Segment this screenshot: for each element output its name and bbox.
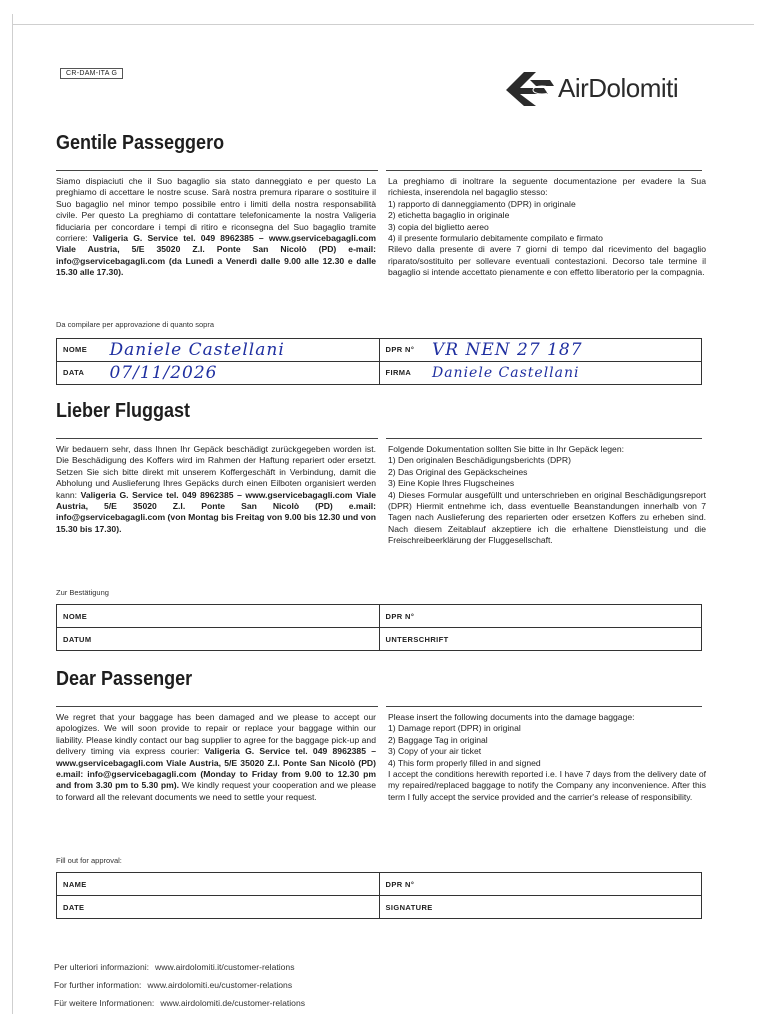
footer-info-italian xyxy=(54,962,295,972)
italian-intro xyxy=(56,176,376,279)
italian-rule-right xyxy=(386,170,702,171)
italian-doc-line: 4) il presente formulario debitamente compilato e firmato xyxy=(388,233,603,244)
italian-heading: Gentile Passeggero xyxy=(56,132,225,154)
dpr-label: DPR N° xyxy=(385,611,415,621)
italian-doc-line: 3) copia del biglietto aereo xyxy=(388,221,489,232)
english-doc-line: 2) Baggage Tag in original xyxy=(388,734,488,745)
german-rule-right xyxy=(386,438,702,439)
english-rule-left xyxy=(56,706,378,707)
english-dpr-cell[interactable] xyxy=(379,873,702,896)
english-doc-line: I accept the conditions herewith reported i.e. I have 7 days from the delivery date of my repaired/replaced baggage to notify the Company any inconvenience. After this term I fully accept the service provided and the carrier's release of responsibility. xyxy=(388,769,706,802)
english-documents xyxy=(388,712,706,803)
english-doc-line: Please insert the following documents into the damage baggage: xyxy=(388,712,635,722)
signature-label: FIRMA xyxy=(385,367,412,377)
footer-link[interactable]: www.airdolomiti.it/customer-relations xyxy=(155,962,295,972)
logo-text: AirDolomiti xyxy=(558,72,679,103)
italian-doc-line: La preghiamo di inoltrare la seguente documentazione per evadere la Sua richiesta, inserendola nel bagaglio stesso: xyxy=(388,176,706,198)
english-approval-note: Fill out for approval: xyxy=(56,856,122,865)
italian-form xyxy=(56,338,702,385)
handwritten-name: Daniele Castellani xyxy=(109,340,285,360)
german-form xyxy=(56,604,702,651)
italian-intro-text: Siamo dispiaciuti che il Suo bagaglio sia stato danneggiato e per questo La preghiamo di accettare le nostre scuse. Sarà nostra premura riparare o sostituire il Suo bagaglio nel minor tempo possibile entro i limiti della nostra responsabilità civile. Per questo La preghiamo di contattare telefonicamente la nostra Valigeria fiduciaria per concordare i tempi di ritiro e riconsegna del Suo bagaglio tramite corriere: xyxy=(56,176,376,244)
italian-name-cell[interactable] xyxy=(57,339,380,362)
handwritten-date: 07/11/2026 xyxy=(109,363,218,383)
date-label: DATUM xyxy=(63,634,92,644)
german-doc-line: 2) Das Original des Gepäckscheines xyxy=(388,466,528,477)
dpr-label: DPR N° xyxy=(385,879,415,889)
handwritten-signature: Daniele Castellani xyxy=(431,365,580,381)
signature-label: SIGNATURE xyxy=(385,902,433,912)
italian-signature-cell[interactable] xyxy=(379,362,702,385)
date-label: DATA xyxy=(63,367,85,377)
air-dolomiti-logo xyxy=(506,64,678,112)
english-signature-cell[interactable] xyxy=(379,896,702,919)
english-intro-text: We regret that your baggage has been damaged and we please to accept our apologizes. We will soon provide to repair or replace your baggage within our liability. Please kindly contact our bag supplier to agree for the baggage pick-up and delivery timing via express courier: xyxy=(56,712,376,757)
german-doc-line: 1) Den originalen Beschädigungsberichts (DPR) xyxy=(388,455,571,466)
page-top-edge xyxy=(12,24,754,25)
italian-doc-line: 2) etichetta bagaglio in originale xyxy=(388,210,510,221)
footer-info-english xyxy=(54,980,292,990)
german-doc-line: 3) Eine Kopie Ihres Flugscheines xyxy=(388,478,515,489)
english-name-cell[interactable] xyxy=(57,873,380,896)
english-doc-line: 4) This form properly filled in and signed xyxy=(388,757,541,768)
document-code: CR-DAM-ITA G xyxy=(60,68,123,79)
signature-label: UNTERSCHRIFT xyxy=(385,634,449,644)
page-edge xyxy=(12,14,13,1014)
name-label: NAME xyxy=(63,879,87,889)
english-intro-tail: We kindly request your cooperation and we please to forward all the relevant documents we need to settle your request. xyxy=(56,780,377,802)
footer-info-german xyxy=(54,998,305,1008)
dpr-label: DPR N° xyxy=(385,344,415,354)
german-rule-left xyxy=(56,438,378,439)
footer-label: Für weitere Informationen: xyxy=(54,998,155,1008)
german-intro-text: Wir bedauern sehr, dass Ihnen Ihr Gepäck beschädigt zurückgegeben worden ist. Die Beschädigung des Koffers wird im Rahmen der Haftung repariert oder ersetzt. Setzen Sie sich bitte direkt mit unserem Koffergeschäft in Verbindung, damit die Abholung und Auslieferung Ihres Gepäcks durch einen Eilboten organisiert werden kann: xyxy=(56,444,376,500)
german-signature-cell[interactable] xyxy=(379,628,702,651)
german-name-cell[interactable] xyxy=(57,605,380,628)
italian-approval-note: Da compilare per approvazione di quanto sopra xyxy=(56,320,215,329)
handwritten-dpr-number: VR NEN 27 187 xyxy=(431,340,583,360)
english-contact: Valigeria G. Service tel. 049 8962385 – www.gservicebagagli.com Viale Austria, 5/E 35020 Z.I. Ponte San Nicolò (PD) e.mail: info@gservicebagagli.com (Monday to Friday from 9.00 to 12.30 pm and from 3.30 pm to 5.30 pm). xyxy=(56,746,376,791)
air-dolomiti-logo-icon xyxy=(506,68,556,108)
italian-doc-line: 1) rapporto di danneggiamento (DPR) in originale xyxy=(388,198,576,209)
date-label: DATE xyxy=(63,902,85,912)
footer-link[interactable]: www.airdolomiti.eu/customer-relations xyxy=(147,980,293,990)
english-doc-line: 1) Damage report (DPR) in original xyxy=(388,723,521,734)
italian-date-cell[interactable] xyxy=(57,362,380,385)
italian-contact: Valigeria G. Service tel. 049 8962385 – www.gservicebagagli.com Viale Austria, 5/E 35020 Z.I. Ponte San Nicolò (PD) e-mail: info@gservicebagagli.com (da Lunedì a Venerdì dalle 9.00 alle 12.30 e dalle 15.30 alle 17.30). xyxy=(56,233,376,278)
english-intro xyxy=(56,712,376,803)
footer-label: Per ulteriori informazioni: xyxy=(54,962,150,972)
german-doc-line: Folgende Dokumentation sollten Sie bitte in Ihr Gepäck legen: xyxy=(388,444,624,454)
italian-doc-line: Rilevo dalla presente di avere 7 giorni di tempo dal ricevimento del bagaglio riparato/sostituito per sollevare eventuali contestazioni. Decorso tale termine il bagaglio si intende accettato pienamente e con effetto liberatorio per la compagnia. xyxy=(388,244,706,278)
german-doc-line: 4) Dieses Formular ausgefüllt und unterschrieben en original Beschädigungsreport (DPR) Hiermit entnehme ich, dass eventuelle Beanstandungen innerhalb von 7 Tagen nach Auslieferung des reparierten oder ersetzen Koffers zu erheben sind. Nach diesem Zeitablauf akzeptiere ich die erhaltene Dienstleistung und die Freischreibeerklärung der Fluggesellschaft. xyxy=(388,489,706,546)
german-dpr-cell[interactable] xyxy=(379,605,702,628)
german-contact: Valigeria G. Service tel. 049 8962385 – www.gservicebagagli.com Viale Austria, 5/E 35020 Z.I. Ponte San Nicolò (PD) e.mail: info@gservicebagagli.com (von Montag bis Freitag von 9.00 bis 12.30 und von 15.30 bis 17.30). xyxy=(56,489,376,534)
german-approval-note: Zur Bestätigung xyxy=(56,588,109,597)
german-documents xyxy=(388,444,706,547)
italian-dpr-cell[interactable] xyxy=(379,339,702,362)
english-rule-right xyxy=(386,706,702,707)
name-label: NOME xyxy=(63,611,88,621)
german-heading: Lieber Fluggast xyxy=(56,400,191,422)
english-heading: Dear Passenger xyxy=(56,668,193,690)
german-intro xyxy=(56,444,376,535)
italian-documents xyxy=(388,176,706,279)
footer-link[interactable]: www.airdolomiti.de/customer-relations xyxy=(160,998,306,1008)
english-doc-line: 3) Copy of your air ticket xyxy=(388,746,482,757)
italian-rule-left xyxy=(56,170,378,171)
footer-label: For further information: xyxy=(54,980,142,990)
english-date-cell[interactable] xyxy=(57,896,380,919)
german-date-cell[interactable] xyxy=(57,628,380,651)
english-form xyxy=(56,872,702,919)
name-label: NOME xyxy=(63,344,88,354)
